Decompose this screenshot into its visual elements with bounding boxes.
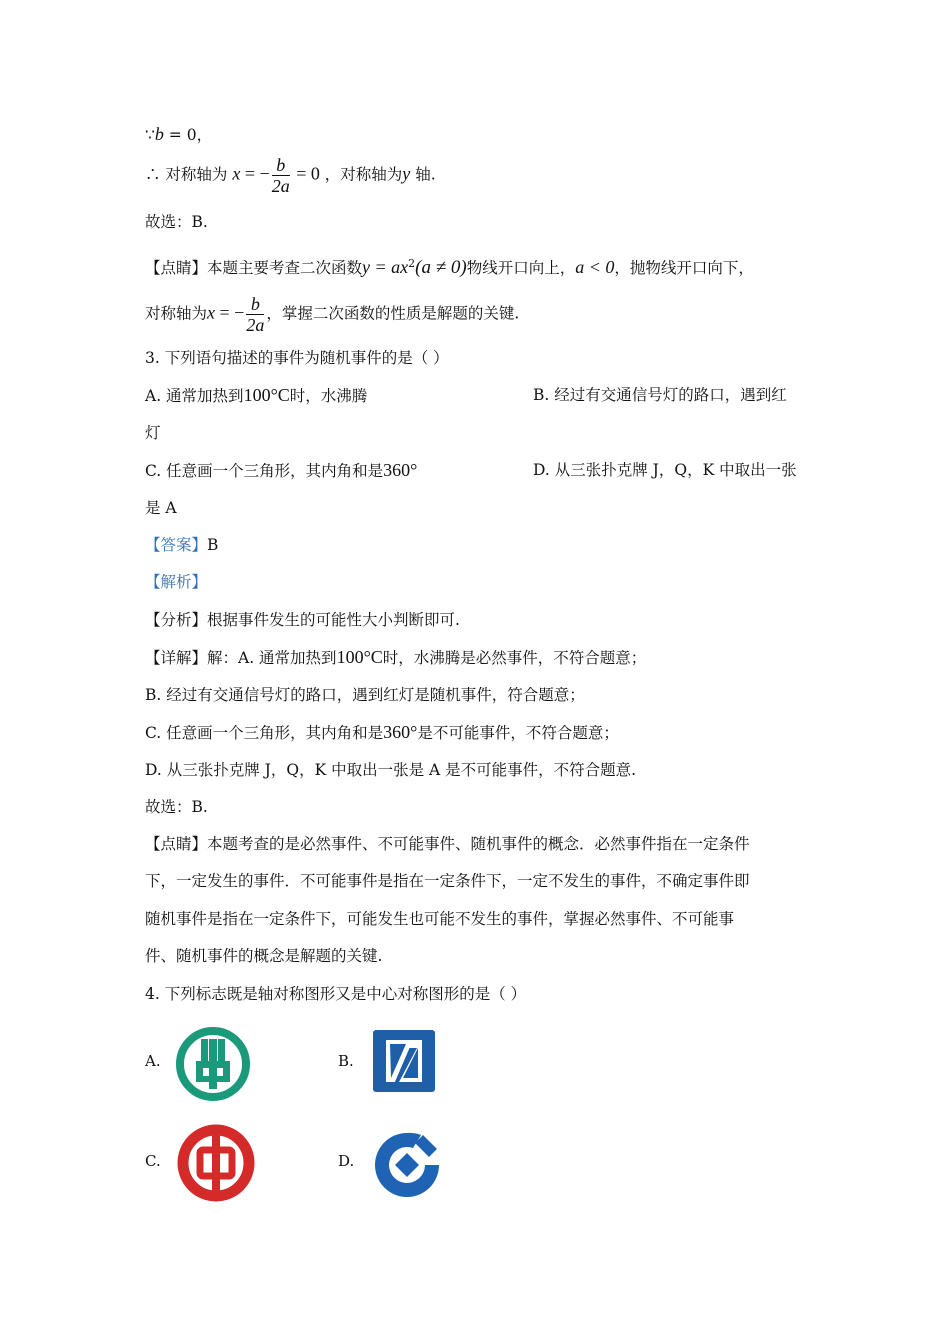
construction-bank-logo[interactable] xyxy=(373,1131,441,1199)
because-line: ∵b = 0， xyxy=(145,124,213,144)
answer-select-line-2: 故选：B. xyxy=(145,798,208,816)
detail-line-d: D. 从三张扑克牌 J，Q，K 中取出一张是 A 是不可能事件，不符合题意. xyxy=(145,761,637,779)
detail-line-c: C. 任意画一个三角形，其内角和是360°是不可能事件，不符合题意； xyxy=(145,722,619,742)
agricultural-bank-logo[interactable] xyxy=(176,1027,250,1101)
fraction: $\frac{b}{2a}$ xyxy=(271,155,290,196)
answer-select-line: 故选：B. xyxy=(145,213,208,231)
q4-option-d-label: D. xyxy=(338,1152,355,1170)
blue-square-logo[interactable] xyxy=(373,1030,435,1092)
question-3-title: 3. 下列语句描述的事件为随机事件的是（ ） xyxy=(145,349,449,367)
commentary-para-2: 下，一定发生的事件．不可能事件是指在一定条件下，一定不发生的事件，不确定事件即 xyxy=(145,872,750,890)
analysis-heading: 【解析】 xyxy=(145,573,208,591)
commentary-para-4: 件、随机事件的概念是解题的关键. xyxy=(145,947,383,965)
analysis-line: 【分析】根据事件发生的可能性大小判断即可. xyxy=(145,611,460,629)
q3-option-d: D. 从三张扑克牌 J，Q，K 中取出一张 xyxy=(533,461,797,479)
q4-option-a-label: A. xyxy=(145,1052,161,1070)
q3-option-d-cont: 是 A xyxy=(145,499,177,517)
axis-of-symmetry-line: ∴ 对称轴为 x = − $\frac{b}{2a}$ = 0 ，对称轴为y 轴. xyxy=(145,155,436,196)
q4-option-b-label: B. xyxy=(338,1052,354,1070)
answer-line: 【答案】B xyxy=(145,536,219,554)
question-4-title: 4. 下列标志既是轴对称图形又是中心对称图形的是（ ） xyxy=(145,985,527,1003)
detail-line-a: 【详解】解：A. 通常加热到100°C时，水沸腾是必然事件，不符合题意； xyxy=(145,647,647,667)
commentary-line-2: 对称轴为x = − $\frac{b}{2a}$ ，掌握二次函数的性质是解题的关键. xyxy=(145,294,520,335)
q3-option-a: A. 通常加热到100°C时，水沸腾 xyxy=(145,385,368,405)
commentary-para-1: 【点睛】本题考查的是必然事件、不可能事件、随机事件的概念．必然事件指在一定条件 xyxy=(145,835,750,853)
q3-option-b-cont: 灯 xyxy=(145,424,161,442)
commentary-para-3: 随机事件是指在一定条件下，可能发生也可能不发生的事件，掌握必然事件、不可能事 xyxy=(145,910,735,928)
commentary-line: 【点睛】本题主要考查二次函数$y = ax^2(a \ne 0)$物线开口向上，a < 0，抛物线开口向下， xyxy=(145,257,754,279)
detail-line-b: B. 经过有交通信号灯的路口，遇到红灯是随机事件，符合题意； xyxy=(145,686,585,704)
bank-of-china-logo[interactable] xyxy=(176,1124,256,1202)
q4-option-c-label: C. xyxy=(145,1152,161,1170)
q3-option-b: B. 经过有交通信号灯的路口，遇到红 xyxy=(533,386,787,404)
q3-option-c: C. 任意画一个三角形，其内角和是360° xyxy=(145,460,418,480)
